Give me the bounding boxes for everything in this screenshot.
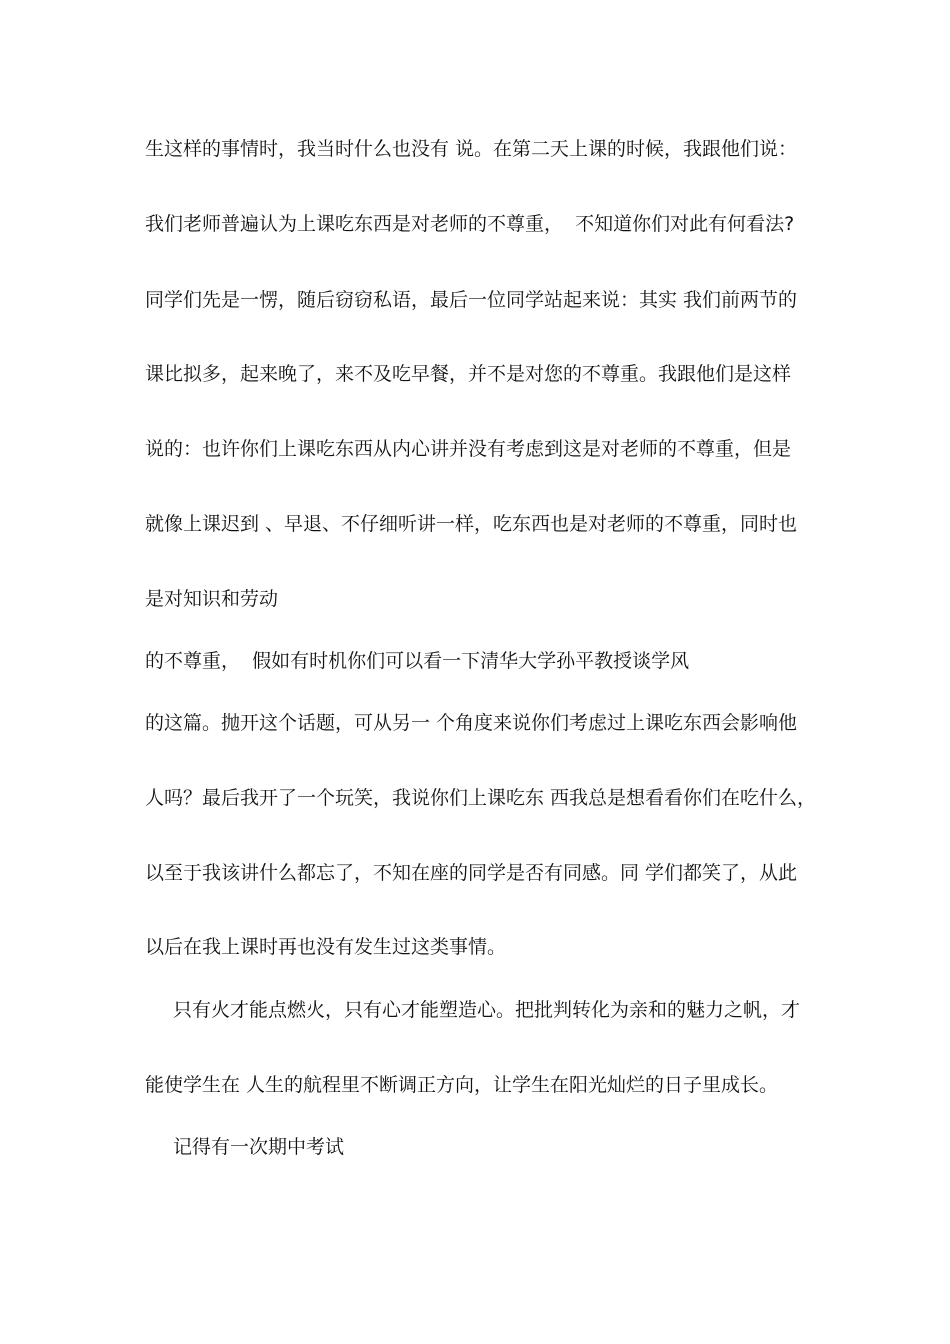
paragraph-line: 以至于我该讲什么都忘了，不知在座的同学是否有同感。同 学们都笑了，从此: [145, 862, 798, 884]
paragraph-line: 说的：也许你们上课吃东西从内心讲并没有考虑到这是对老师的不尊重，但是: [145, 438, 792, 460]
paragraph-line: 以后在我上课时再也没有发生过这类事情。: [145, 936, 507, 958]
paragraph-line: 的不尊重， 假如有时机你们可以看一下清华大学孙平教授谈学风: [145, 650, 690, 672]
paragraph-line: 的这篇。抛开这个话题，可从另一 个角度来说你们考虑过上课吃东西会影响他: [145, 712, 798, 734]
paragraph-line: 就像上课迟到 、早退、不仔细听讲一样，吃东西也是对老师的不尊重，同时也: [145, 513, 798, 535]
paragraph-line: 课比拟多，起来晚了，来不及吃早餐，并不是对您的不尊重。我跟他们是这样: [145, 363, 792, 385]
paragraph-line: 我们老师普遍认为上课吃东西是对老师的不尊重， 不知道你们对此有何看法?: [145, 213, 795, 235]
paragraph-line: 只有火才能点燃火，只有心才能塑造心。把批判转化为亲和的魅力之帆，才: [173, 999, 801, 1021]
paragraph-line: 记得有一次期中考试: [173, 1136, 345, 1158]
paragraph-line: 人吗？最后我开了一个玩笑，我说你们上课吃东 西我总是想看看你们在吃什么，: [145, 787, 817, 809]
paragraph-line: 是对知识和劳动: [145, 588, 279, 610]
paragraph-line: 能使学生在 人生的航程里不断调正方向，让学生在阳光灿烂的日子里成长。: [145, 1074, 779, 1096]
paragraph-line: 生这样的事情时，我当时什么也没有 说。在第二天上课的时候，我跟他们说：: [145, 138, 798, 160]
paragraph-line: 同学们先是一愣，随后窃窃私语，最后一位同学站起来说：其实 我们前两节的: [145, 289, 798, 311]
